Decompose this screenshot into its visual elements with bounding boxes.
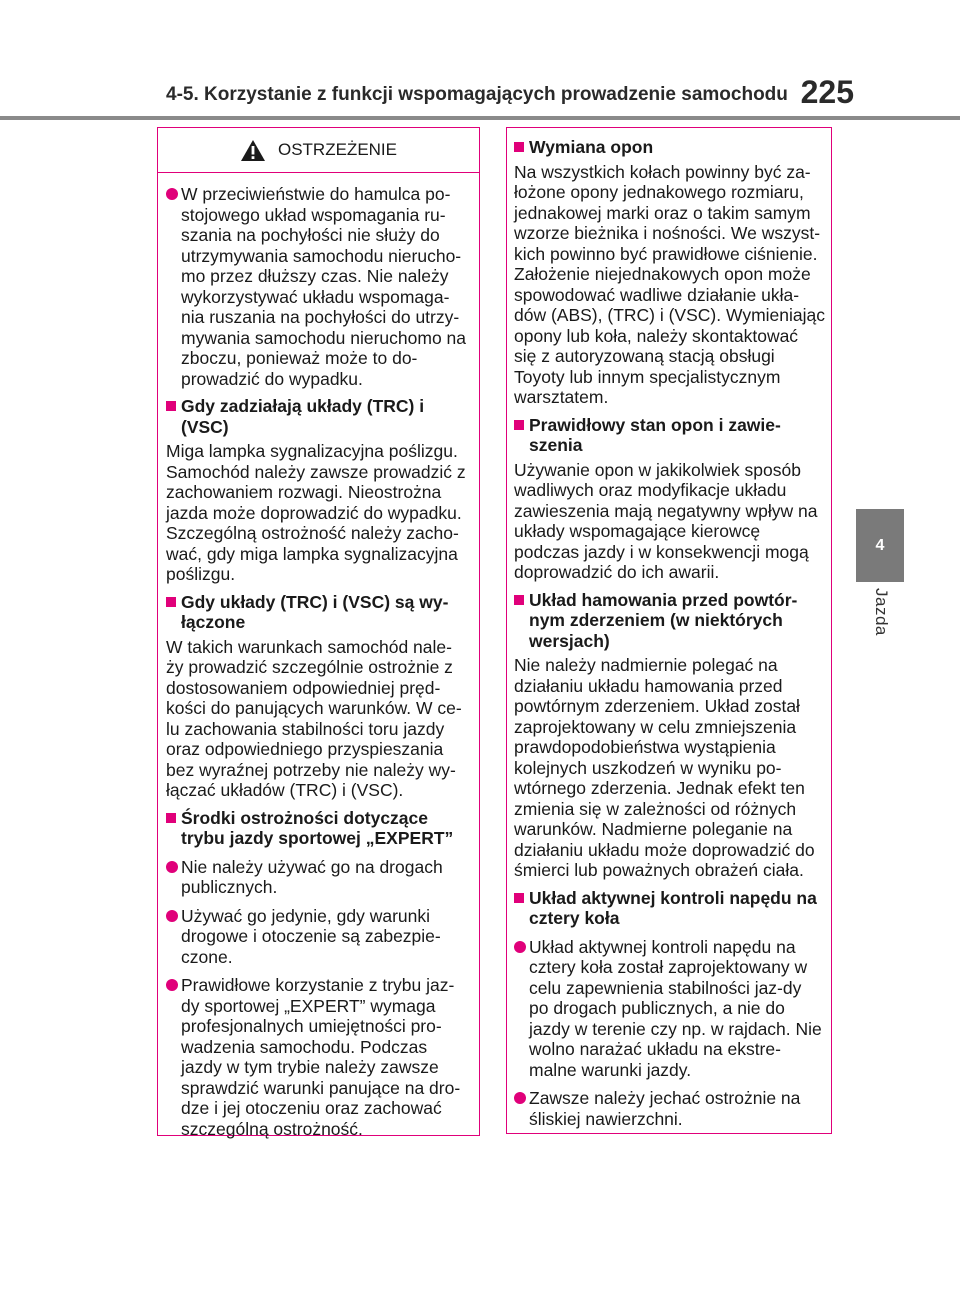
warning-header	[158, 128, 479, 173]
section-heading: Prawidłowy stan opon i zawie-szenia	[514, 415, 825, 456]
section-heading: Gdy zadziałają układy (TRC) i (VSC)	[166, 396, 469, 437]
section-text: Używanie opon w jakikolwiek sposób wadliwych oraz modyfikacje układu zawieszenia mają negatywny wpływ na układy wspomagające kierowcę podczas jazdy i w konsekwencji mogą doprowadzić do ich awarii.	[514, 459, 818, 582]
section-heading: Wymiana opon	[514, 137, 825, 158]
chapter-tab[interactable]: 4	[856, 509, 904, 582]
section-text: Nie należy nadmiernie polegać na działaniu układu hamowania przed powtórnym zderzeniem. Układ został zaprojektowany w celu zmniejszenia prawdopodobieństwa wystąpienia kolejnych uszkodzeń w wyniku po-wtórnego zderzenia. Jednak efekt ten zmienia się w zależności od różnych warunków. Nadmierne poleganie na działaniu układu może doprowadzić do śmierci lub poważnych obrażeń ciała.	[514, 655, 815, 880]
warning-bullet: Prawidłowe korzystanie z trybu jaz-dy sportowej „EXPERT” wymaga profesjonalnych umiejętności pro-wadzenia samochodu. Podczas jazdy w tym trybie należy zawsze sprawdzić warunki panujące na dro-dze i jej otoczeniu oraz zachować szczególną ostrożność.	[166, 975, 469, 1139]
page-number: 225	[800, 74, 854, 110]
header-divider	[0, 116, 960, 120]
section-heading: Układ hamowania przed powtór-nym zderzeniem (w niektórych wersjach)	[514, 590, 825, 652]
chapter-label: Jazda	[872, 588, 891, 636]
info-bullet: Zawsze należy jechać ostrożnie na śliskiej nawierzchni.	[514, 1088, 825, 1129]
section-heading: Układ aktywnej kontroli napędu na cztery koła	[514, 888, 825, 929]
section-heading: Środki ostrożności dotyczące trybu jazdy sportowej „EXPERT”	[166, 808, 469, 849]
page-header-title: 4-5. Korzystanie z funkcji wspomagających prowadzenie samochodu	[166, 84, 788, 105]
section-heading: Gdy układy (TRC) i (VSC) są wy-łączone	[166, 592, 469, 633]
warning-title: OSTRZEŻENIE	[277, 139, 397, 159]
warning-bullet: W przeciwieństwie do hamulca po-stojowego układ wspomagania ru-szania na pochyłości nie służy do utrzymywania samochodu nierucho-mo przez dłuższy czas. Nie należy wykorzystywać układu wspomaga-nia ruszania na pochyłości do utrzy-mywania samochodu nieruchomo na zboczu, ponieważ może to do-prowadzić do wypadku.	[166, 184, 469, 389]
section-text: W takich warunkach samochód nale-ży prowadzić szczególnie ostrożnie z dostosowaniem odpowiedniej pręd-kości do panujących warunków. W ce-lu zachowania stabilności toru jazdy oraz odpowiedniego przyspieszania bez wyraźnej potrzeby nie należy wy-łączać układów (TRC) i (VSC).	[166, 636, 462, 800]
info-panel	[506, 127, 832, 1134]
warning-bullet: Używać go jedynie, gdy warunki drogowe i otoczenie są zabezpie-czone.	[166, 906, 469, 968]
warning-triangle-icon	[240, 139, 266, 162]
section-text: Miga lampka sygnalizacyjna poślizgu. Samochód należy zawsze prowadzić z zachowaniem rozwagi. Nieostrożna jazda może doprowadzić do wypadku. Szczególną ostrożność należy zacho-wać, gdy miga lampka sygnalizacyjna poślizgu.	[166, 441, 466, 584]
info-bullet: Układ aktywnej kontroli napędu na cztery koła został zaprojektowany w celu zapewnienia stabilności jaz-dy po drogach publicznych, a nie do jazdy w terenie czy np. w rajdach. Nie wolno narażać układu na ekstre-malne warunki jazdy.	[514, 937, 825, 1081]
section-text: Na wszystkich kołach powinny być za-łożone opony jednakowego rozmiaru, jednakowej marki oraz o takim samym wzorze bieżnika i nośności. We wszyst-kich powinno być prawidłowe ciśnienie. Założenie niejednakowych opon może spowodować wadliwe działanie ukła-dów (ABS), (TRC) i (VSC). Wymieniając opony lub koła, należy skontaktować się z autoryzowaną stacją obsługi Toyoty lub innym specjalistycznym warsztatem.	[514, 161, 825, 407]
warning-panel	[157, 127, 480, 1139]
warning-bullet: Nie należy używać go na drogach publicznych.	[166, 857, 469, 898]
